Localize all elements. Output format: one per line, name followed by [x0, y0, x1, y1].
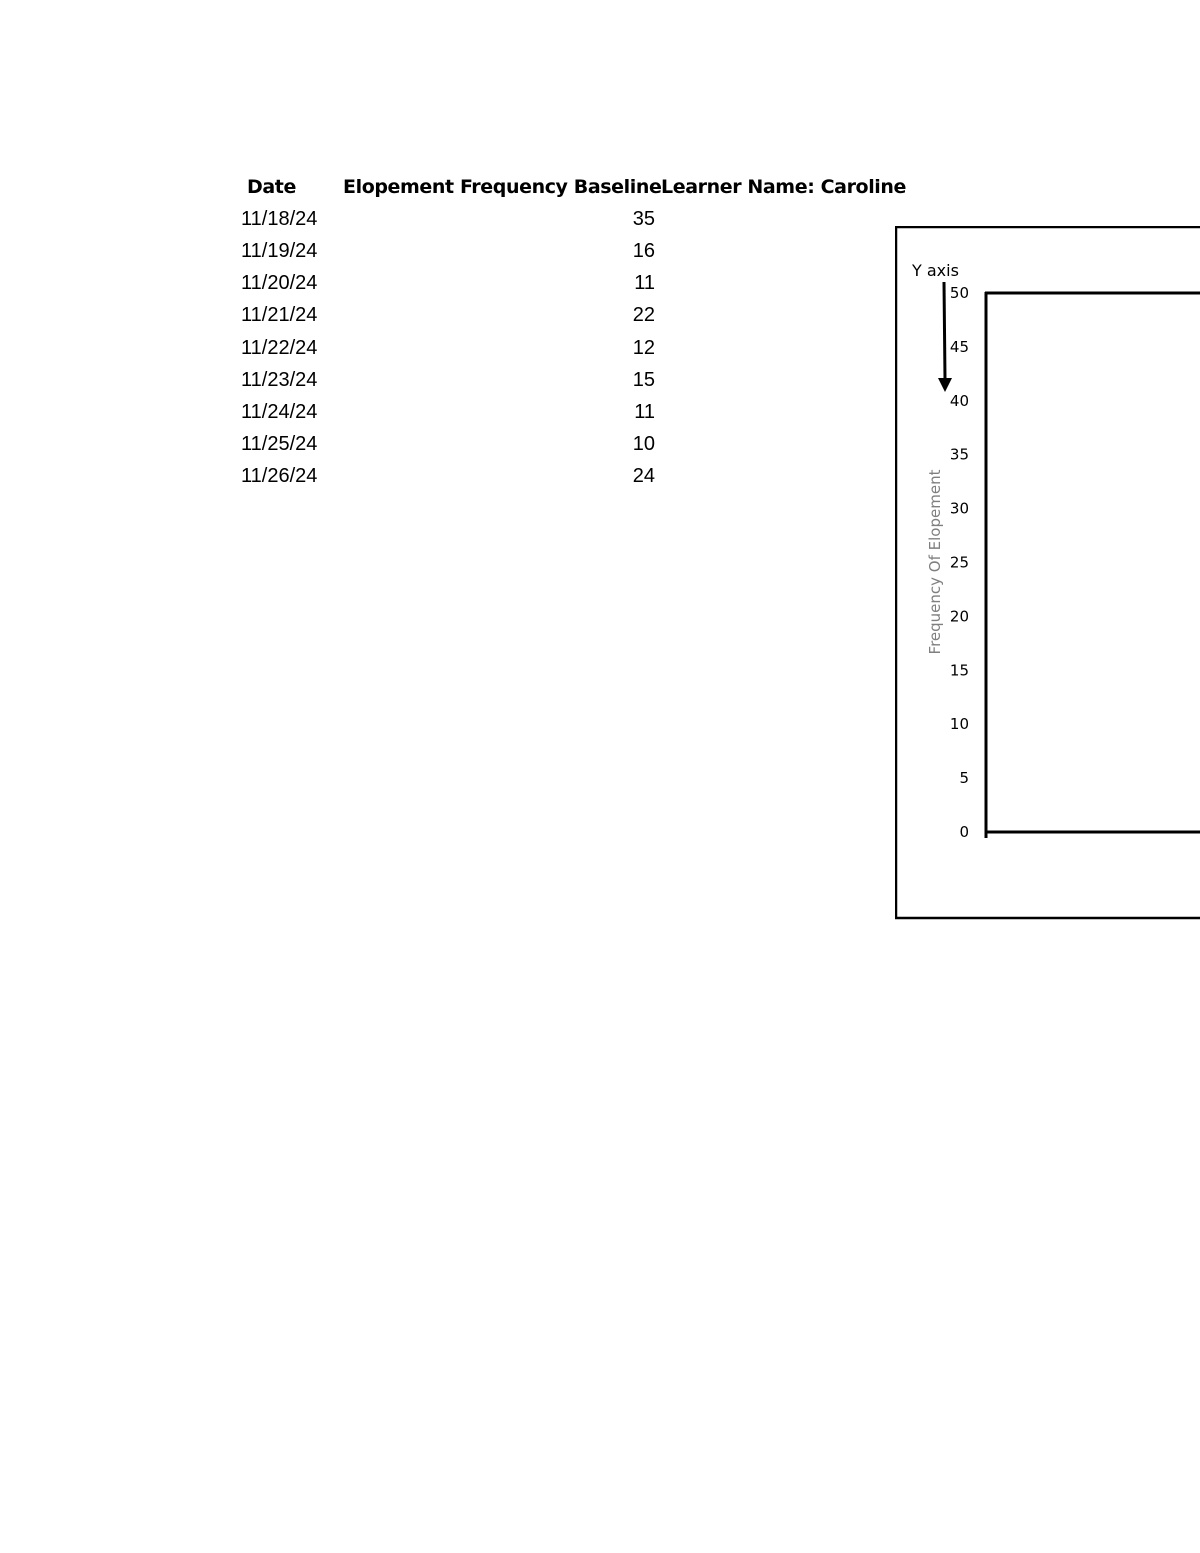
annotation-arrow: [944, 282, 945, 379]
value-cell: 11: [634, 272, 655, 294]
date-cell: 11/23/24: [241, 369, 318, 391]
date-cell: 11/18/24: [241, 208, 318, 230]
y-tick-label: 50: [949, 284, 969, 302]
table-row: [241, 337, 655, 369]
table-row: [241, 369, 655, 401]
baseline-column-header: Elopement Frequency Baseline: [343, 176, 662, 198]
table-row: [241, 465, 655, 497]
y-tick-label: 0: [959, 823, 969, 841]
y-tick-label: 40: [949, 391, 969, 410]
date-cell: 11/21/24: [241, 304, 318, 326]
date-column-header: Date: [247, 176, 296, 198]
y-axis-label: Frequency Of Elopement: [926, 469, 944, 655]
table-row: [241, 272, 655, 304]
y-tick-label: 15: [949, 661, 969, 680]
table-row: [241, 304, 655, 336]
y-axis-annotation: Y axis: [912, 261, 959, 280]
value-cell: 16: [632, 240, 655, 262]
value-cell: 12: [632, 337, 655, 359]
y-tick-label: 25: [949, 553, 969, 572]
y-tick-label: 30: [949, 499, 969, 518]
y-axis-ticks: [950, 284, 969, 841]
y-tick-label: 45: [949, 337, 969, 356]
table-row: [241, 240, 655, 272]
table-row: [241, 401, 655, 433]
value-cell: 35: [632, 208, 655, 230]
value-cell: 10: [632, 433, 655, 455]
chart-area: [895, 226, 1200, 921]
learner-name-label: Learner Name: Caroline: [661, 176, 907, 198]
date-cell: 11/26/24: [241, 465, 318, 487]
table-row: [241, 208, 655, 240]
y-tick-label: 5: [959, 769, 969, 788]
date-cell: 11/24/24: [241, 401, 318, 423]
y-tick-label: 10: [949, 715, 969, 734]
table-row: [241, 433, 655, 465]
date-cell: 11/19/24: [241, 240, 318, 262]
date-cell: 11/20/24: [241, 272, 318, 294]
value-cell: 11: [634, 401, 655, 423]
date-cell: 11/22/24: [241, 337, 318, 359]
date-cell: 11/25/24: [241, 433, 318, 455]
value-cell: 22: [632, 304, 655, 326]
arrow-head-icon: [938, 378, 952, 392]
y-tick-label: 35: [949, 445, 969, 464]
value-cell: 15: [632, 369, 655, 391]
y-tick-label: 20: [949, 607, 969, 626]
value-cell: 24: [632, 465, 655, 487]
